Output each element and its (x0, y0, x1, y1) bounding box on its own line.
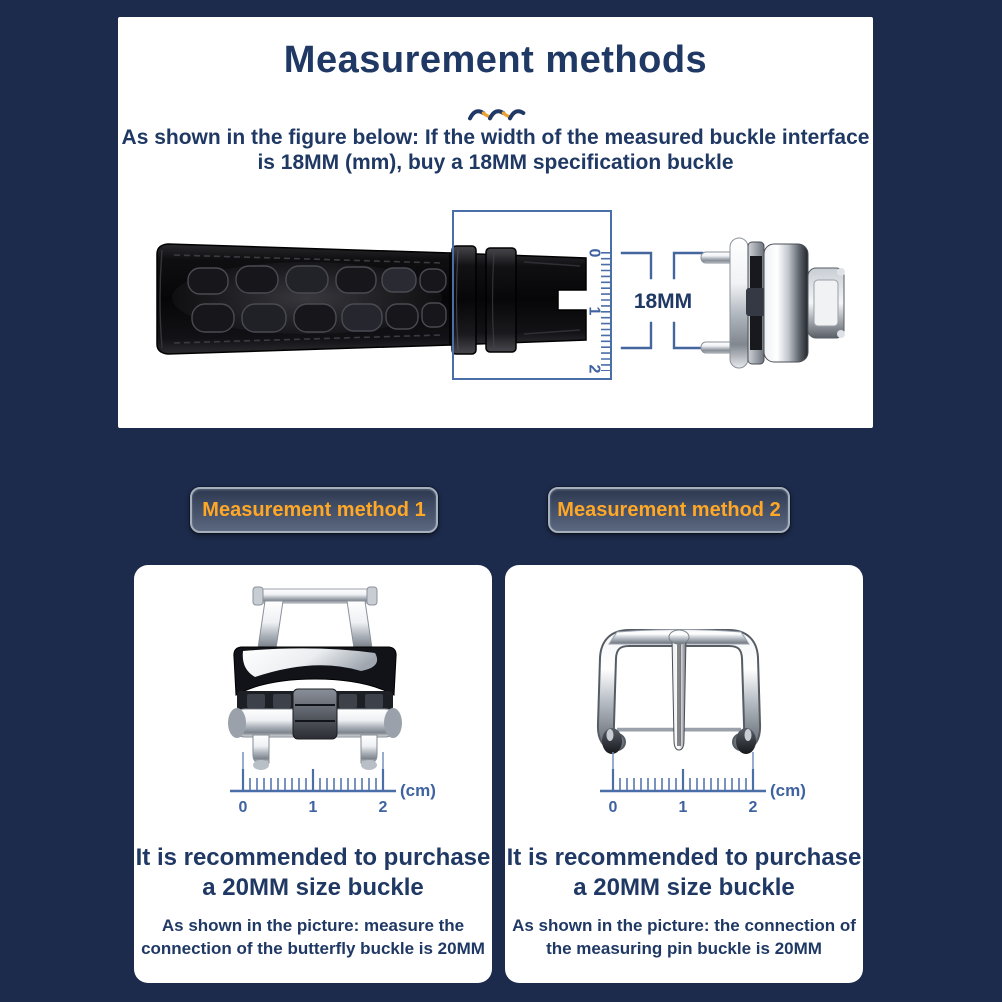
ruler-unit-label: (cm) (400, 781, 436, 800)
vruler-tick-1: 1 (585, 306, 603, 316)
recommendation-heading-line2: a 20MM size buckle (573, 874, 795, 901)
pin-buckle-image (593, 622, 765, 762)
ruler-tick-1: 1 (678, 799, 688, 816)
recommendation-heading-line2: a 20MM size buckle (202, 874, 424, 901)
measurement-method-1-button[interactable]: Measurement method 1 (190, 487, 438, 533)
recommendation-caption-line2: the measuring pin buckle is 20MM (546, 939, 822, 958)
squiggle-ornament-icon (463, 101, 529, 125)
butterfly-clasp-side-image (700, 230, 850, 375)
ruler-tick-2: 2 (378, 799, 388, 816)
butterfly-clasp-front-image (225, 585, 405, 775)
ruler-tick-0: 0 (608, 799, 618, 816)
method-card-2 (505, 565, 863, 983)
recommendation-caption-line1: As shown in the picture: the connection of (512, 916, 856, 935)
cm-ruler (598, 752, 808, 818)
recommendation-caption-line2: connection of the butterfly buckle is 20MM (141, 939, 485, 958)
header-description-line1: As shown in the figure below: If the width of the measured buckle interface (121, 126, 870, 149)
recommendation-heading (505, 843, 863, 903)
recommendation-heading-line1: It is recommended to purchase (135, 844, 491, 871)
ruler-unit-label: (cm) (770, 781, 806, 800)
header-description (118, 125, 873, 175)
ruler-tick-0: 0 (238, 799, 248, 816)
header-card (118, 17, 873, 428)
measurement-method-2-button[interactable]: Measurement method 2 (548, 487, 790, 533)
recommendation-caption-line1: As shown in the picture: measure the (161, 916, 465, 935)
recommendation-caption (134, 914, 492, 960)
vruler-tick-0: 0 (585, 248, 603, 258)
ruler-tick-1: 1 (308, 799, 318, 816)
recommendation-heading (134, 843, 492, 903)
method-card-1 (134, 565, 492, 983)
ruler-tick-2: 2 (748, 799, 758, 816)
vertical-ruler (584, 206, 614, 381)
page-title: Measurement methods (283, 39, 708, 81)
vruler-tick-2: 2 (585, 364, 603, 374)
header-description-line2: is 18MM (mm), buy a 18MM specification buckle (257, 151, 734, 174)
dimension-label: 18MM (633, 290, 693, 313)
recommendation-caption (505, 914, 863, 960)
cm-ruler (228, 752, 438, 818)
recommendation-heading-line1: It is recommended to purchase (506, 844, 862, 871)
